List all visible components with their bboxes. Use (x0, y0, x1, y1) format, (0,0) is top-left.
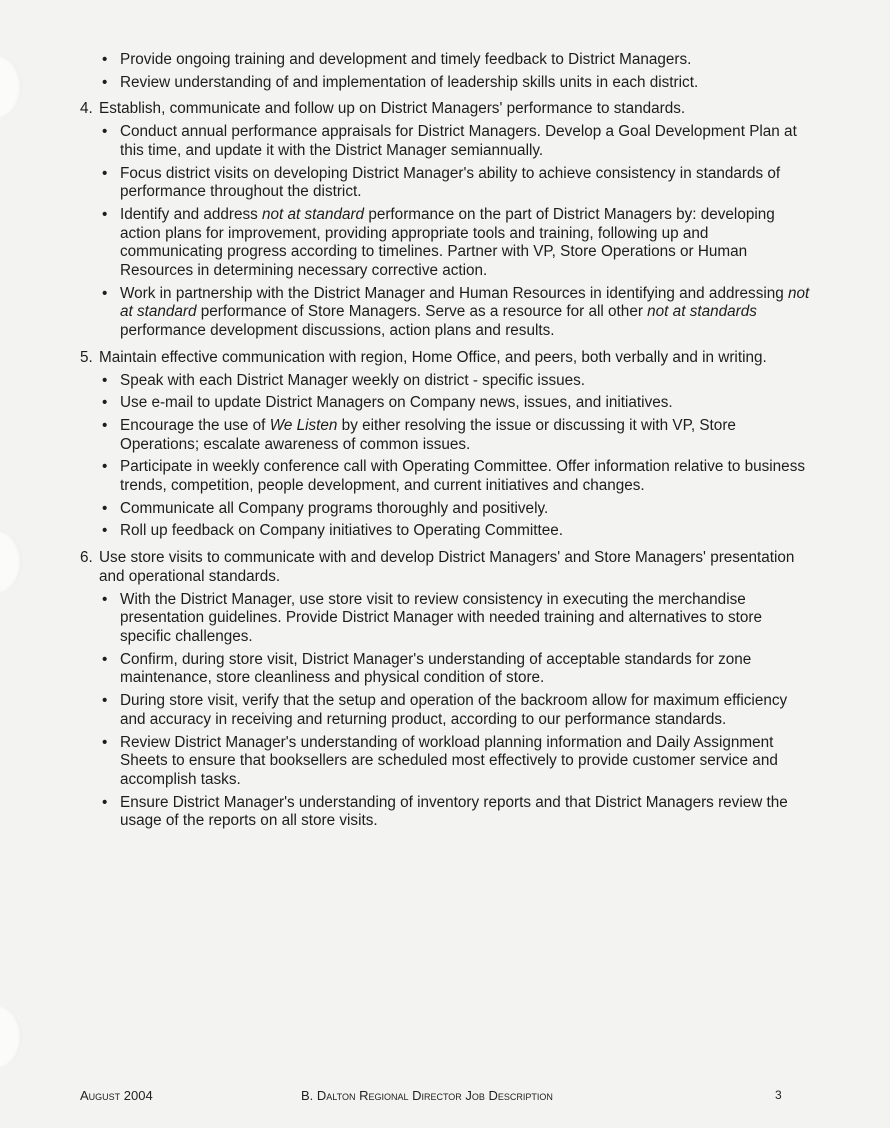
bullet-item: • Speak with each District Manager weekly on district - specific issues. (80, 372, 810, 391)
section-item (80, 349, 810, 541)
numbered-section-list (80, 100, 810, 831)
bullet-item: • Communicate all Company programs thoroughly and positively. (80, 500, 810, 519)
footer-page-number: 3 (775, 1088, 782, 1102)
punch-hole (0, 1005, 22, 1069)
bullet-item: • With the District Manager, use store visit to review consistency in executing the merchandise presentation guidelines. Provide District Manager with needed training and alternatives to store specific challenges. (80, 591, 810, 647)
section-heading (80, 100, 810, 119)
bullet-item: • Identify and address not at standard performance on the part of District Managers by: developing action plans for improvement, providing appropriate tools and training, following up and communicating progress according to timelines. Partner with VP, Store Operations or Human Resources in determining necessary corrective action. (80, 206, 810, 281)
bullet-item: • Review District Manager's understanding of workload planning information and Daily Assignment Sheets to ensure that booksellers are scheduled most effectively to provide customer service and accomplish tasks. (80, 734, 810, 790)
document-body (80, 51, 810, 835)
footer-date: August 2004 (80, 1088, 153, 1103)
section-bullet-list (80, 591, 810, 831)
intro-bullet-list (80, 51, 810, 92)
page-footer (0, 1088, 890, 1108)
section-heading (80, 549, 810, 586)
bullet-item: • Conduct annual performance appraisals for District Managers. Develop a Goal Development Plan at this time, and update it with the District Manager semiannually. (80, 123, 810, 160)
bullet-item: • Encourage the use of We Listen by either resolving the issue or discussing it with VP, Store Operations; escalate awareness of common issues. (80, 417, 810, 454)
bullet-item: • Ensure District Manager's understanding of inventory reports and that District Managers review the usage of the reports on all store visits. (80, 794, 810, 831)
bullet-item: • Confirm, during store visit, District Manager's understanding of acceptable standards for zone maintenance, store cleanliness and physical condition of store. (80, 651, 810, 688)
bullet-item: • Use e-mail to update District Managers on Company news, issues, and initiatives. (80, 394, 810, 413)
bullet-item: • During store visit, verify that the setup and operation of the backroom allow for maximum efficiency and accuracy in receiving and returning product, according to our performance standards. (80, 692, 810, 729)
punch-hole (0, 530, 22, 594)
section-bullet-list (80, 123, 810, 341)
bullet-item: • Focus district visits on developing District Manager's ability to achieve consistency in standards of performance throughout the district. (80, 165, 810, 202)
section-heading-text: Use store visits to communicate with and develop District Managers' and Store Managers' presentation and operational standards. (99, 549, 795, 585)
section-number: 4. (80, 100, 93, 118)
bullet-item: • Review understanding of and implementation of leadership skills units in each district. (80, 74, 810, 93)
footer-title: B. Dalton Regional Director Job Description (301, 1088, 553, 1103)
section-heading (80, 349, 810, 368)
punch-hole (0, 55, 22, 119)
section-heading-text: Maintain effective communication with region, Home Office, and peers, both verbally and in writing. (99, 348, 767, 366)
bullet-item: • Participate in weekly conference call with Operating Committee. Offer information relative to business trends, competition, people development, and current initiatives and changes. (80, 458, 810, 495)
section-number: 5. (80, 348, 93, 366)
section-item (80, 549, 810, 831)
section-heading-text: Establish, communicate and follow up on District Managers' performance to standards. (99, 100, 686, 118)
bullet-item: • Work in partnership with the District Manager and Human Resources in identifying and addressing not at standard performance of Store Managers. Serve as a resource for all other not at standards performance development discussions, action plans and results. (80, 285, 810, 341)
bullet-item: • Roll up feedback on Company initiatives to Operating Committee. (80, 522, 810, 541)
section-item (80, 100, 810, 340)
bullet-item: • Provide ongoing training and development and timely feedback to District Managers. (80, 51, 810, 70)
section-number: 6. (80, 549, 93, 567)
section-bullet-list (80, 372, 810, 542)
